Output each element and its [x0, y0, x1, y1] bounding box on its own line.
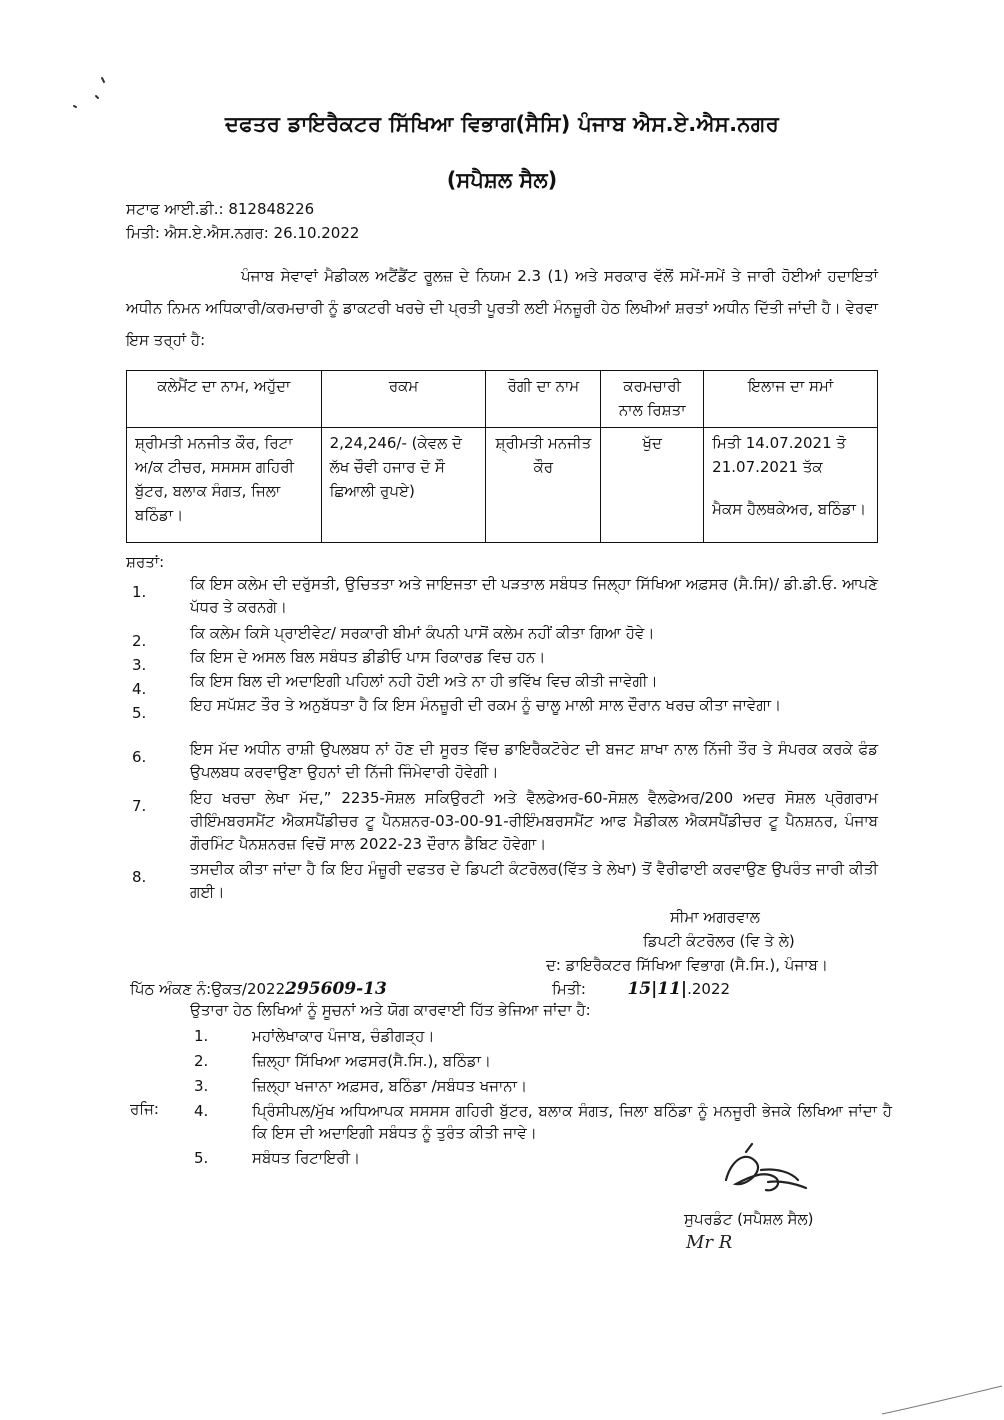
list-item: 4. ਪ੍ਰਿੰਸੀਪਲ/ਮੁੱਖ ਅਧਿਆਪਕ ਸਸਸਸ ਗਹਿਰੀ ਬੁੱਟਰ, ਬਲਾਕ ਸੰਗਤ, ਜਿਲਾ ਬਠਿੰਡਾ ਨੂੰ ਮਨਜੂਰੀ ਭੇਜਕੇ ਲਿਖਿਆ ਜਾਂਦਾ ਹੈ ਕਿ ਇਸ ਦੀ ਅਦਾਇਗੀ ਸਬੰਧਤ ਨੂੰ ਤੁਰੰਤ ਕੀਤੀ ਜਾਵੇ। [194, 1102, 892, 1142]
col-period: ਇਲਾਜ ਦਾ ਸਮਾਂ [704, 371, 878, 428]
hospital-name: ਮੈਕਸ ਹੈਲਥਕੇਅਰ, ਬਠਿੰਡਾ। [712, 500, 867, 518]
cell-relation: ਖੁੱਦ [601, 428, 704, 543]
signatory-designation: ਡਿਪਟੀ ਕੰਟਰੋਲਰ (ਵਿ ਤੇ ਲੇ) [643, 932, 795, 950]
endorsement-date: ਮਿਤੀ: 15|11|.2022 [552, 979, 731, 999]
handwritten-initials: Mr R [686, 1232, 733, 1253]
office-title: ਦਫਤਰ ਡਾਇਰੈਕਟਰ ਸਿੱਖਿਆ ਵਿਭਾਗ(ਸੈਸਿ) ਪੰਜਾਬ ਐਸ.ਏ.ਐਸ.ਨਗਰ [224, 112, 780, 136]
issue-date: ਮਿਤੀ: ਐਸ.ਏ.ਐਸ.ਨਗਰ: 26.10.2022 [126, 224, 360, 242]
list-item: 5. ਸਬੰਧਤ ਰਿਟਾਇਰੀ। [194, 1149, 361, 1167]
condition-item: 3. ਕਿ ਇਸ ਦੇ ਅਸਲ ਬਿਲ ਸਬੰਧਤ ਡੀਡੀਓ ਪਾਸ ਰਿਕਾਰਡ ਵਿਚ ਹਨ। [132, 648, 546, 674]
staff-id: ਸਟਾਫ ਆਈ.ਡੀ.: 812848226 [126, 200, 315, 218]
condition-item: 8. ਤਸਦੀਕ ਕੀਤਾ ਜਾਂਦਾ ਹੈ ਕਿ ਇਹ ਮੰਜ਼ੂਰੀ ਦਫਤਰ ਦੇ ਡਿਪਟੀ ਕੰਟਰੋਲਰ(ਵਿੱਤ ਤੇ ਲੇਖਾ) ਤੋਂ ਵੈਰੀਫਾਈ ਕਰਵਾਉਣ ਉਪਰੰਤ ਜਾਰੀ ਕੀਤੀ ਗਈ। [132, 860, 878, 901]
col-relation: ਕਰਮਚਾਰੀ ਨਾਲ ਰਿਸ਼ਤਾ [601, 371, 704, 428]
superintendent-designation: ਸੁਪਰਡੰਟ (ਸਪੈਸ਼ਲ ਸੈਲ) [684, 1210, 814, 1228]
cell-title: (ਸਪੈਸ਼ਲ ਸੈਲ) [446, 168, 558, 192]
claim-table [126, 370, 878, 543]
col-patient: ਰੋਗੀ ਦਾ ਨਾਮ [486, 371, 601, 428]
handwritten-date: 15|11| [627, 979, 688, 999]
cell-claimant: ਸ਼੍ਰੀਮਤੀ ਮਨਜੀਤ ਕੌਰ, ਰਿਟਾ ਅ/ਕ ਟੀਚਰ, ਸਸਸਸ ਗਹਿਰੀ ਬੁੱਟਰ, ਬਲਾਕ ਸੰਗਤ, ਜਿਲਾ ਬਠਿੰਡਾ। [127, 428, 322, 543]
list-item: 3. ਜ਼ਿਲ੍ਹਾ ਖਜਾਨਾ ਅਫ਼ਸਰ, ਬਠਿੰਡਾ /ਸਬੰਧਤ ਖਜਾਨਾ। [194, 1077, 528, 1095]
cell-period [704, 428, 878, 543]
endorsement-number: ਪਿੱਠ ਅੰਕਣ ਨੰ:ਉਕਤ/2022295609-13 [130, 979, 387, 999]
condition-item: 1. ਕਿ ਇਸ ਕਲੇਮ ਦੀ ਦਰੁੱਸਤੀ, ਉਚਿਤਤਾ ਅਤੇ ਜਾਇਜਤਾ ਦੀ ਪੜਤਾਲ ਸਬੰਧਤ ਜਿਲ੍ਹਾ ਸਿੱਖਿਆ ਅਫ਼ਸਰ (ਸੈ.ਸਿ)/ ਡੀ.ਡੀ.ਓ. ਆਪਣੇ ਪੱਧਰ ਤੇ ਕਰਨਗੇ। [132, 575, 878, 616]
signatory-name: ਸੀਮਾ ਅਗਰਵਾਲ [670, 908, 760, 926]
condition-item: 4. ਕਿ ਇਸ ਬਿਲ ਦੀ ਅਦਾਇਗੀ ਪਹਿਲਾਂ ਨਹੀ ਹੋਈ ਅਤੇ ਨਾ ਹੀ ਭਵਿੱਖ ਵਿਚ ਕੀਤੀ ਜਾਵੇਗੀ। [132, 672, 658, 698]
intro-paragraph: ਪੰਜਾਬ ਸੇਵਾਵਾਂ ਮੈਡੀਕਲ ਅਟੈਂਡੈਂਟ ਰੂਲਜ਼ ਦੇ ਨਿਯਮ 2.3 (1) ਅਤੇ ਸਰਕਾਰ ਵੱਲੋਂ ਸਮੇਂ-ਸਮੇਂ ਤੇ ਜਾਰੀ ਹੋਈਆਂ ਹਦਾਇਤਾਂ ਅਧੀਨ ਨਿਮਨ ਅਧਿਕਾਰੀ/ਕਰਮਚਾਰੀ ਨੂੰ ਡਾਕਟਰੀ ਖਰਚੇ ਦੀ ਪ੍ਰਤੀ ਪੂਰਤੀ ਲਈ ਮੰਨਜ਼ੂਰੀ ਹੇਠ ਲਿਖੀਆਂ ਸ਼ਰਤਾਂ ਅਧੀਨ ਦਿੱਤੀ ਜਾਂਦੀ ਹੈ। ਵੇਰਵਾ ਇਸ ਤਰ੍ਹਾਂ ਹੈ: [126, 267, 878, 349]
list-item: 2. ਜ਼ਿਲ੍ਹਾ ਸਿੱਖਿਆ ਅਫਸਰ(ਸੈ.ਸਿ.), ਬਠਿੰਡਾ। [194, 1052, 492, 1070]
cell-amount: 2,24,246/- (ਕੇਵਲ ਦੋ ਲੱਖ ਚੌਵੀ ਹਜਾਰ ਦੋ ਸੌ ਛਿਆਲੀ ਰੁਪਏ) [321, 428, 486, 543]
scan-edge-line [880, 1380, 1004, 1420]
signatory-office: ਦ: ਡਾਇਰੈਕਟਰ ਸਿੱਖਿਆ ਵਿਭਾਗ (ਸੈ.ਸਿ.), ਪੰਜਾਬ। [546, 956, 829, 974]
condition-item: 2. ਕਿ ਕਲੇਮ ਕਿਸੇ ਪ੍ਰਾਈਵੇਟ/ ਸਰਕਾਰੀ ਬੀਮਾਂ ਕੰਪਨੀ ਪਾਸੋਂ ਕਲੇਮ ਨਹੀਂ ਕੀਤਾ ਗਿਆ ਹੋਵੇ। [132, 624, 655, 650]
condition-item: 7. ਇਹ ਖਰਚਾ ਲੇਖਾ ਮੱਦ,” 2235-ਸੋਸ਼ਲ ਸਕਿਉਰਟੀ ਅਤੇ ਵੈਲਫੇਅਰ-60-ਸੋਸ਼ਲ ਵੈਲਫੇਅਰ/200 ਅਦਰ ਸੋਸ਼ਲ ਪ੍ਰੋਗਰਾਮ ਰੀਇੰਮਬਰਸਮੈਂਟ ਐਕਸਪੈਂਡੀਚਰ ਟੂ ਪੈਨਸ਼ਨਰ-03-00-91-ਰੀਇੰਮਬਰਸਮੈਂਟ ਆਫ ਮੈਡੀਕਲ ਐਕਸਪੈਂਡੀਚਰ ਟੂ ਪੈਨਸ਼ਨਰ, ਪੰਜਾਬ ਗੌਰਮਿੰਟ ਪੈਨਸ਼ਨਰਜ਼ ਵਿਚੋਂ ਸਾਲ 2022-23 ਦੌਰਾਨ ਡੈਬਿਟ ਹੋਵੇਗਾ। [132, 789, 878, 853]
distribution-intro: ਉਤਾਰਾ ਹੇਠ ਲਿਖਿਆਂ ਨੂੰ ਸੂਚਨਾਂ ਅਤੇ ਯੋਗ ਕਾਰਵਾਈ ਹਿੱਤ ਭੇਜਿਆ ਜਾਂਦਾ ਹੈ: [190, 1001, 591, 1019]
condition-item: 6. ਇਸ ਮੱਦ ਅਧੀਨ ਰਾਸ਼ੀ ਉਪਲਬਧ ਨਾਂ ਹੋਣ ਦੀ ਸੂਰਤ ਵਿੱਚ ਡਾਇਰੈਕਟੋਰੇਟ ਦੀ ਬਜਟ ਸ਼ਾਖਾ ਨਾਲ ਨਿੱਜੀ ਤੌਰ ਤੇ ਸੰਪਰਕ ਕਰਕੇ ਫੰਡ ਉਪਲਬਧ ਕਰਵਾਉਣਾ ਉਹਨਾਂ ਦੀ ਨਿੱਜੀ ਜਿੰਮੇਵਾਰੀ ਹੋਵੇਗੀ। [132, 740, 878, 781]
scan-speck [60, 70, 110, 110]
list-item: 1. ਮਹਾਂਲੇਖਾਕਾਰ ਪੰਜਾਬ, ਚੰਡੀਗੜ੍ਹ। [194, 1027, 435, 1045]
col-claimant: ਕਲੇਮੈਂਟ ਦਾ ਨਾਮ, ਅਹੁੱਦਾ [127, 371, 322, 428]
treatment-period: ਮਿਤੀ 14.07.2021 ਤੋ 21.07.2021 ਤੱਕ [712, 434, 847, 476]
conditions-label: ਸ਼ਰਤਾਂ: [126, 553, 165, 571]
condition-item: 5. ਇਹ ਸਪੱਸ਼ਟ ਤੌਰ ਤੇ ਅਨੁਬੱਧਤਾ ਹੈ ਕਿ ਇਸ ਮੰਨਜ਼ੂਰੀ ਦੀ ਰਕਮ ਨੂੰ ਚਾਲੂ ਮਾਲੀ ਸਾਲ ਦੌਰਾਨ ਖਰਚ ਕੀਤਾ ਜਾਵੇਗਾ। [132, 696, 782, 722]
registered-label: ਰਜਿ: [130, 1100, 159, 1118]
cell-patient: ਸ਼੍ਰੀਮਤੀ ਮਨਜੀਤ ਕੌਰ [486, 428, 601, 543]
handwritten-number: 295609-13 [285, 979, 387, 999]
table-header-row [127, 371, 878, 428]
table-row [127, 428, 878, 543]
superintendent-signature [706, 1140, 816, 1202]
col-amount: ਰਕਮ [321, 371, 486, 428]
